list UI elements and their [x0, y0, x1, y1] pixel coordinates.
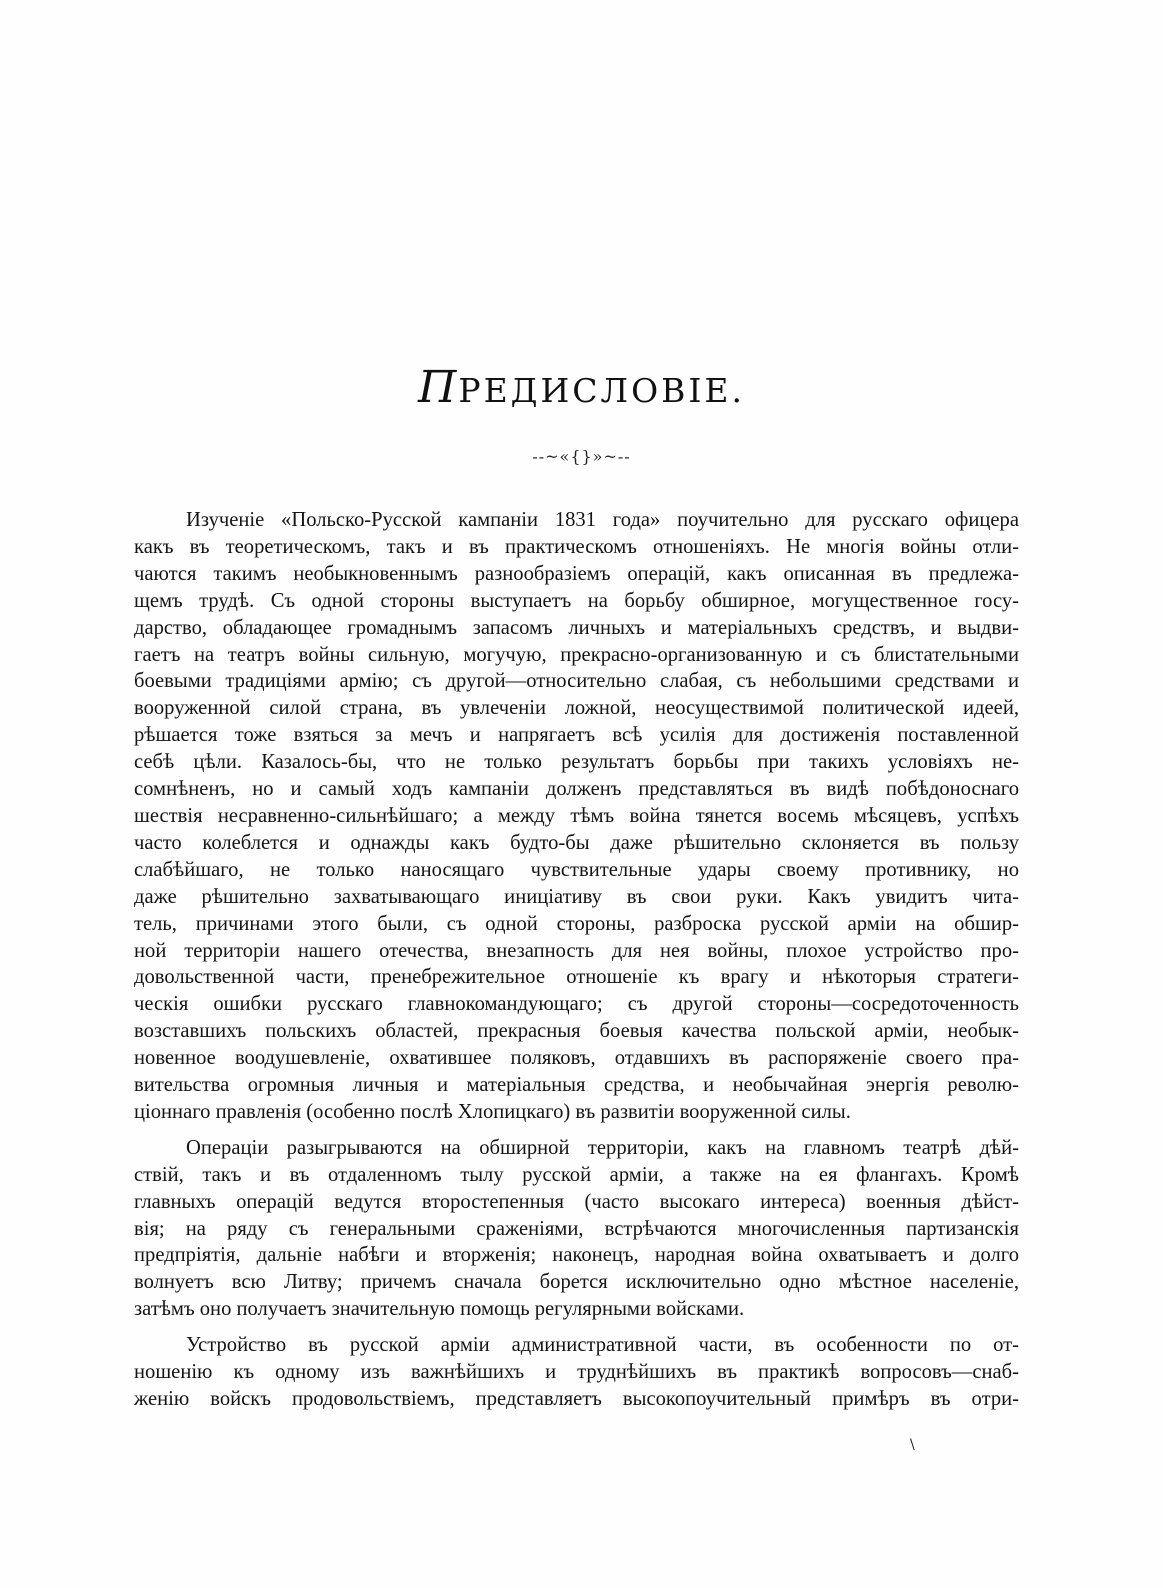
text-line: вооруженной силой страна, въ увлеченіи ложной, неосуществимой политической идеей,: [134, 697, 1019, 720]
text-line: довольственной части, пренебрежительное отношеніе къ врагу и нѣкоторыя стратеги-: [134, 966, 1019, 989]
text-line: ціоннаго правленія (особенно послѣ Хлопицкаго) въ развитіи вооруженной силы.: [134, 1100, 851, 1123]
paragraph-3: [134, 1332, 1019, 1413]
text-line: волнуетъ всю Литву; причемъ сначала борется исключительно одно мѣстное населеніе,: [134, 1271, 1019, 1294]
text-line: шествія несравненно-сильнѣйшаго; а между тѣмъ война тянется восемь мѣсяцевъ, успѣхъ: [134, 804, 1019, 827]
stray-print-mark: \: [910, 1437, 915, 1453]
text-line: боевыми традиціями армію; съ другой—относительно слабая, съ небольшими средствами и: [134, 670, 1019, 693]
text-line: себѣ цѣли. Казалось-бы, что не только результатъ борьбы при такихъ условіяхъ не-: [134, 751, 1019, 774]
text-line: часто колеблется и однажды какъ будто-бы даже рѣшительно склоняется въ пользу: [134, 831, 1019, 854]
paragraph-1: [134, 507, 1019, 1126]
body-text: [134, 507, 1019, 1413]
text-line: гаетъ на театръ войны сильную, могучую, прекрасно-организованную и съ блистательными: [134, 643, 1019, 666]
text-line: предпріятія, дальніе набѣги и вторженія; наконецъ, народная война охватываетъ и долго: [134, 1244, 1019, 1267]
text-line: вительства огромныя личныя и матеріальныя средства, и необычайная энергія револю-: [134, 1074, 1019, 1097]
text-line: сомнѣненъ, но и самый ходъ кампаніи долженъ представляться въ видѣ побѣдоноснаго: [134, 778, 1019, 801]
text-line: тель, причинами этого были, съ одной стороны, разброска русской арміи на обшир-: [134, 912, 1019, 935]
text-line: Изученіе «Польско-Русской кампаніи 1831 года» поучительно для русскаго офицера: [186, 509, 1019, 531]
title-rest: РЕДИСЛОВІЕ.: [458, 371, 745, 410]
text-line: рѣшается тоже взяться за мечъ и напрягаетъ всѣ усилія для достиженія поставленной: [134, 724, 1019, 747]
text-line: чаются такимъ необыкновеннымъ разнообразіемъ операцій, какъ описанная въ предлежа-: [134, 562, 1019, 585]
decorative-ornament: --~«{}»~--: [532, 447, 631, 466]
text-line: какъ въ теоретическомъ, такъ и въ практическомъ отношеніяхъ. Не многія войны отли-: [134, 535, 1019, 558]
text-line: возставшихъ польскихъ областей, прекрасныя боевыя качества польской арміи, необык-: [134, 1020, 1019, 1043]
text-line: Операціи разыгрываются на обширной территоріи, какъ на главномъ театрѣ дѣй-: [186, 1136, 1019, 1159]
text-line: затѣмъ оно получаетъ значительную помощь регулярными войсками.: [134, 1298, 745, 1321]
text-line: дарство, обладающее громаднымъ запасомъ личныхъ и матеріальныхъ средствъ, и выдви-: [134, 616, 1019, 639]
text-line: слабѣйшаго, не только наносящаго чувствительные удары своему противнику, но: [134, 858, 1019, 881]
text-line: даже рѣшительно захватывающаго иниціативу въ свои руки. Какъ увидитъ чита-: [134, 885, 1019, 908]
page-title: [0, 362, 1163, 413]
text-line: ной территоріи нашего отечества, внезапность для нея войны, плохое устройство про-: [134, 939, 1019, 962]
text-line: главныхъ операцій ведутся второстепенныя (часто высокаго интереса) военныя дѣйст-: [134, 1190, 1019, 1213]
text-line: ческія ошибки русскаго главнокомандующаго; съ другой стороны—сосредоточенность: [134, 993, 1019, 1016]
text-line: Устройство въ русской арміи административной части, въ особенности по от-: [186, 1334, 1019, 1357]
text-line: щемъ трудѣ. Съ одной стороны выступаетъ на борьбу обширное, могущественное госу-: [134, 589, 1019, 612]
text-line: вія; на ряду съ генеральными сраженіями, встрѣчаются многочисленныя партизанскія: [134, 1217, 1019, 1240]
paragraph-2: [134, 1135, 1019, 1323]
title-initial: П: [418, 362, 457, 413]
text-line: ствій, такъ и въ отдаленномъ тылу русской арміи, а также на ея флангахъ. Кромѣ: [134, 1163, 1019, 1186]
text-line: новенное воодушевленіе, охватившее поляковъ, отдавшихъ въ распоряженіе своего пра-: [134, 1047, 1019, 1070]
text-line: ношенію къ одному изъ важнѣйшихъ и труднѣйшихъ въ практикѣ вопросовъ—снаб-: [134, 1361, 1019, 1384]
text-line: женію войскъ продовольствіемъ, представляетъ высокопоучительный примѣръ въ отри-: [134, 1388, 1019, 1410]
